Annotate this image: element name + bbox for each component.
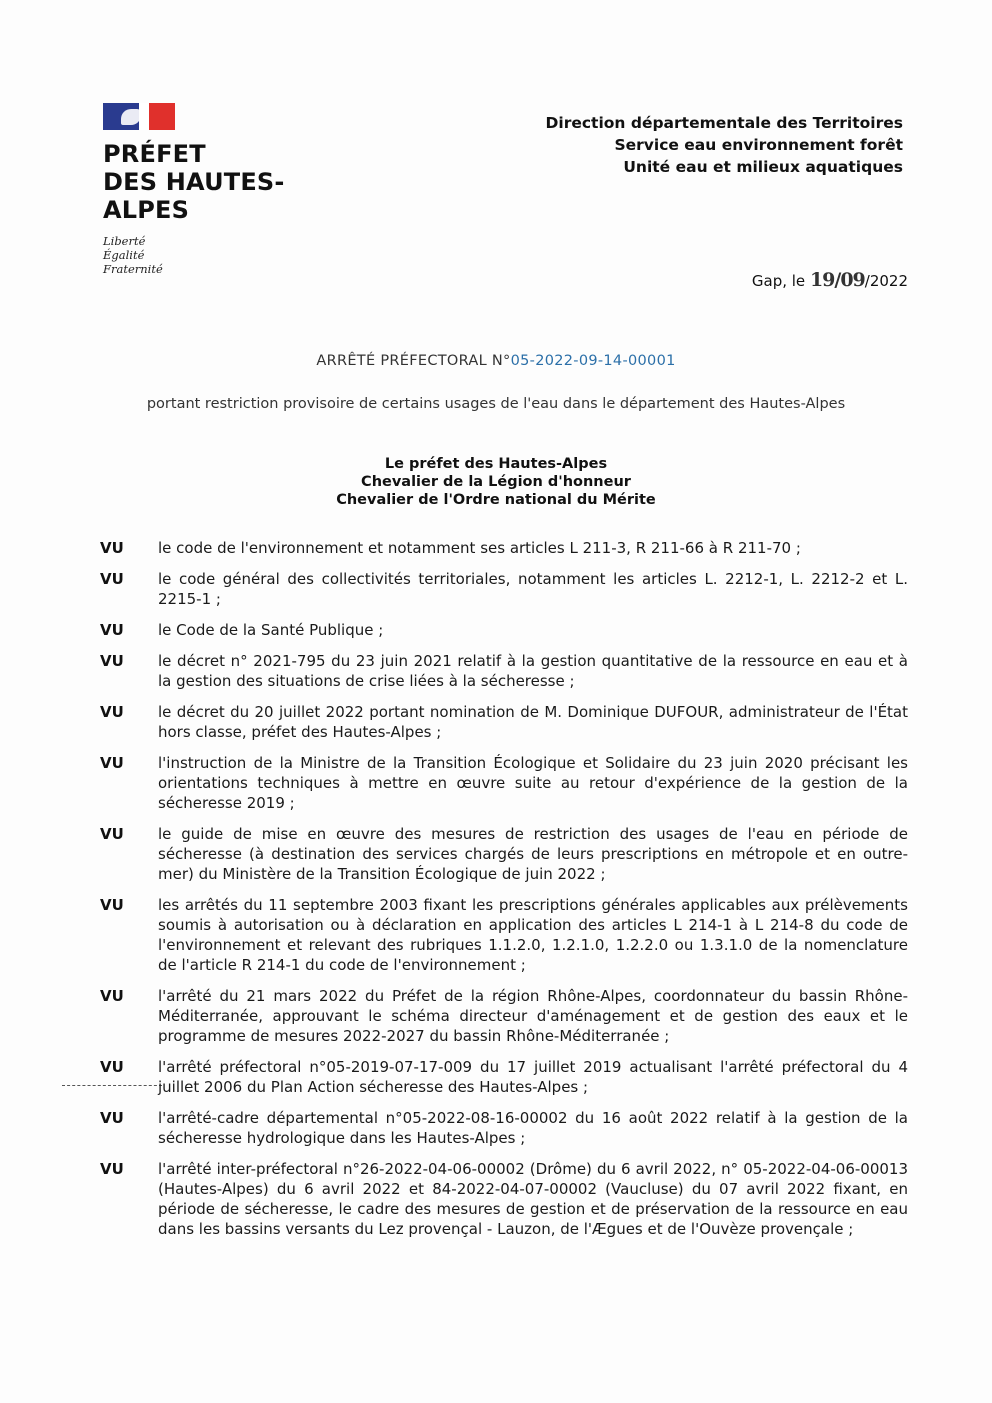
prefet-title-line: ALPES — [103, 196, 190, 224]
vu-text: le code de l'environnement et notamment ses articles L 211-3, R 211-66 à R 211-70 ; — [158, 539, 801, 557]
vu-text: le guide de mise en œuvre des mesures de restriction des usages de l'eau en période de sécheresse (à destination des services chargés de leurs prescriptions en métropole et en outre-mer) du Ministère de la Transition Écologique de juin 2022 ; — [158, 825, 908, 883]
vu-text: le Code de la Santé Publique ; — [158, 621, 384, 639]
vu-text: le code général des collectivités territoriales, notamment les articles L. 2212-1, L. 2212-2 et L. 2215-1 ; — [158, 570, 908, 608]
vu-label: VU — [100, 987, 124, 1005]
vu-text: l'arrêté-cadre départemental n°05-2022-08-16-00002 du 16 août 2022 relatif à la gestion de la sécheresse hydrologique dans les Hautes-Alpes ; — [158, 1109, 908, 1147]
arrete-label: ARRÊTÉ PRÉFECTORAL N° — [316, 353, 511, 369]
vu-item — [100, 538, 908, 558]
devise-line: Égalité — [103, 248, 145, 262]
vu-text: l'arrêté préfectoral n°05-2019-07-17-009 du 17 juillet 2019 actualisant l'arrêté préfectoral du 4 juillet 2006 du Plan Action sécheresse des Hautes-Alpes ; — [158, 1058, 908, 1096]
vu-list — [100, 538, 908, 1250]
date-suffix: /2022 — [864, 272, 908, 290]
prefet-line: Le préfet des Hautes-Alpes — [384, 456, 608, 472]
date-handwritten: 19/09 — [809, 269, 865, 291]
vu-text: l'instruction de la Ministre de la Transition Écologique et Solidaire du 23 juin 2020 précisant les orientations techniques à mettre en œuvre suite au retour d'expérience de la gestion de la sécheresse 2019 ; — [158, 754, 908, 812]
vu-label: VU — [100, 621, 124, 639]
document-date — [752, 269, 908, 291]
prefet-block — [0, 455, 992, 509]
prefet-title — [103, 140, 303, 224]
vu-label: VU — [100, 825, 124, 843]
vu-label: VU — [100, 754, 124, 772]
marianne-flag-icon — [103, 103, 175, 130]
vu-item — [100, 753, 908, 813]
vu-label: VU — [100, 570, 124, 588]
service-line: Unité eau et milieux aquatiques — [623, 158, 903, 176]
vu-item — [100, 824, 908, 884]
vu-item — [100, 569, 908, 609]
vu-label: VU — [100, 896, 124, 914]
vu-label: VU — [100, 1058, 124, 1076]
date-prefix: Gap, le — [751, 272, 810, 290]
vu-text: l'arrêté du 21 mars 2022 du Préfet de la région Rhône-Alpes, coordonnateur du bassin Rhône-Méditerranée, approuvant le schéma directeur d'aménagement et de gestion des eaux et le programme de mesures 2022-2027 du bassin Rhône-Méditerranée ; — [158, 987, 908, 1045]
vu-item — [100, 895, 908, 975]
vu-label: VU — [100, 1160, 124, 1178]
arrete-title — [0, 353, 992, 369]
devise — [103, 234, 303, 276]
prefet-line: Chevalier de la Légion d'honneur — [361, 474, 631, 490]
vu-text: le décret n° 2021-795 du 23 juin 2021 relatif à la gestion quantitative de la ressource en eau et à la gestion des situations de crise liées à la sécheresse ; — [158, 652, 908, 690]
vu-label: VU — [100, 1109, 124, 1127]
vu-item — [100, 620, 908, 640]
devise-line: Liberté — [103, 234, 146, 248]
service-header — [546, 112, 903, 178]
arrete-number: 05-2022-09-14-00001 — [510, 353, 676, 369]
vu-text: le décret du 20 juillet 2022 portant nomination de M. Dominique DUFOUR, administrateur de l'État hors classe, préfet des Hautes-Alpes ; — [158, 703, 908, 741]
vu-item — [100, 651, 908, 691]
vu-item — [100, 1108, 908, 1148]
prefet-line: Chevalier de l'Ordre national du Mérite — [336, 492, 656, 508]
arrete-subtitle: portant restriction provisoire de certains usages de l'eau dans le département des Hautes-Alpes — [146, 396, 846, 412]
prefecture-logo — [103, 103, 303, 276]
prefet-title-line: DES HAUTES- — [103, 168, 285, 196]
service-line: Service eau environnement forêt — [614, 136, 903, 154]
vu-text: les arrêtés du 11 septembre 2003 fixant les prescriptions générales applicables aux prélèvements soumis à autorisation ou à déclaration en application des articles L 214-1 à L 214-8 du code de l'environnement et relevant des rubriques 1.1.2.0, 1.2.1.0, 1.2.2.0 ou 1.3.1.0 de la nomenclature de l'article R 214-1 du code de l'environnement ; — [158, 896, 908, 974]
prefet-title-line: PRÉFET — [103, 140, 206, 168]
vu-text: l'arrêté inter-préfectoral n°26-2022-04-06-00002 (Drôme) du 6 avril 2022, n° 05-2022-04-06-00013 (Hautes-Alpes) du 6 avril 2022 et 84-2022-04-07-00002 (Vaucluse) du 07 avril 2022 fixant, en période de sécheresse, le cadre des mesures de gestion et de préservation de la ressource en eau dans les bassins versants du Lez provençal - Lauzon, de l'Ægues et de l'Ouvèze provençale ; — [158, 1160, 908, 1238]
vu-item — [100, 1057, 908, 1097]
vu-label: VU — [100, 652, 124, 670]
vu-label: VU — [100, 539, 124, 557]
devise-line: Fraternité — [103, 262, 163, 276]
vu-item — [100, 1159, 908, 1239]
vu-label: VU — [100, 703, 124, 721]
vu-item — [100, 702, 908, 742]
service-line: Direction départementale des Territoires — [545, 114, 903, 132]
vu-item — [100, 986, 908, 1046]
